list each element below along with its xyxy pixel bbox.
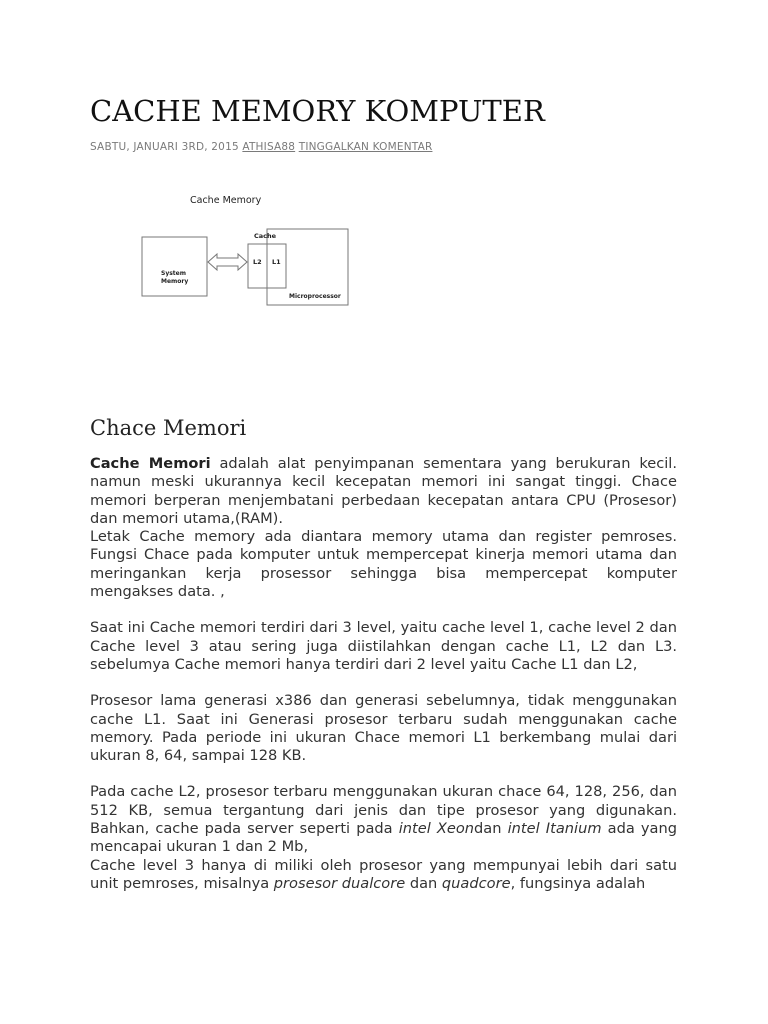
paragraph-6: Cache level 3 hanya di miliki oleh prosesor yang mempunyai lebih dari satu unit pemroses, misalnya prosesor dualcore dan quadcore, fungsinya adalah: [90, 856, 677, 892]
cache-label: Cache: [254, 232, 277, 240]
term-intel-xeon: intel Xeon: [398, 820, 475, 838]
cache-memory-diagram: [130, 190, 360, 315]
diagram-title: Cache Memory: [190, 195, 262, 206]
system-memory-box: [142, 237, 207, 296]
microprocessor-label: Microprocessor: [289, 293, 341, 300]
l1-label: L1: [272, 258, 281, 266]
system-memory-label-2: Memory: [161, 278, 189, 285]
term-prosesor-dualcore: prosesor dualcore: [273, 874, 406, 892]
article-body: [90, 455, 677, 893]
term-quadcore: quadcore: [441, 874, 511, 892]
paragraph-3: Saat ini Cache memori terdiri dari 3 level, yaitu cache level 1, cache level 2 dan Cache level 3 atau sering juga diistilahkan dengan cache L1, L2 dan L3. sebelumya Cache memori hanya terdiri dari 2 level yaitu Cache L1 dan L2,: [90, 619, 677, 673]
paragraph-2: Letak Cache memory ada diantara memory utama dan register pemroses. Fungsi Chace pada komputer untuk mempercepat kinerja memori utama dan meringankan kerja prosessor sehingga bisa mempercepat komputer mengakses data. ,: [90, 528, 677, 601]
paragraph-4: Prosesor lama generasi x386 dan generasi sebelumnya, tidak menggunakan cache L1. Saat ini Generasi prosesor terbaru sudah menggunakan cache memory. Pada periode ini ukuran Chace memori L1 berkembang mulai dari ukuran 8, 64, sampai 128 KB.: [90, 692, 677, 765]
paragraph-1: Cache Memori adalah alat penyimpanan sementara yang berukuran kecil. namun meski ukurannya kecil kecepatan memori ini sangat tinggi. Chace memori berperan menjembatani perbedaan kecepatan antara CPU (Prosesor) dan memori utama,(RAM).: [90, 455, 677, 527]
system-memory-label-1: System: [161, 270, 186, 277]
author-link[interactable]: ATHISA88: [242, 141, 296, 153]
paragraph-5: Pada cache L2, prosesor terbaru menggunakan ukuran chace 64, 128, 256, dan 512 KB, semua tergantung dari jenis dan tipe prosesor yang digunakan. Bahkan, cache pada server seperti pada intel Xeondan intel Itanium ada yang mencapai ukuran 1 dan 2 Mb,: [90, 783, 677, 856]
post-date: SABTU, JANUARI 3RD, 2015: [90, 141, 239, 153]
term-cache-memori: Cache Memori: [90, 455, 211, 472]
l2-label: L2: [253, 258, 262, 266]
post-title: CACHE MEMORY KOMPUTER: [90, 94, 545, 128]
double-arrow-icon: [208, 254, 247, 270]
term-intel-itanium: intel Itanium: [507, 820, 602, 838]
leave-comment-link[interactable]: TINGGALKAN KOMENTAR: [298, 141, 433, 153]
section-heading: Chace Memori: [90, 416, 247, 440]
post-meta: [90, 141, 432, 153]
